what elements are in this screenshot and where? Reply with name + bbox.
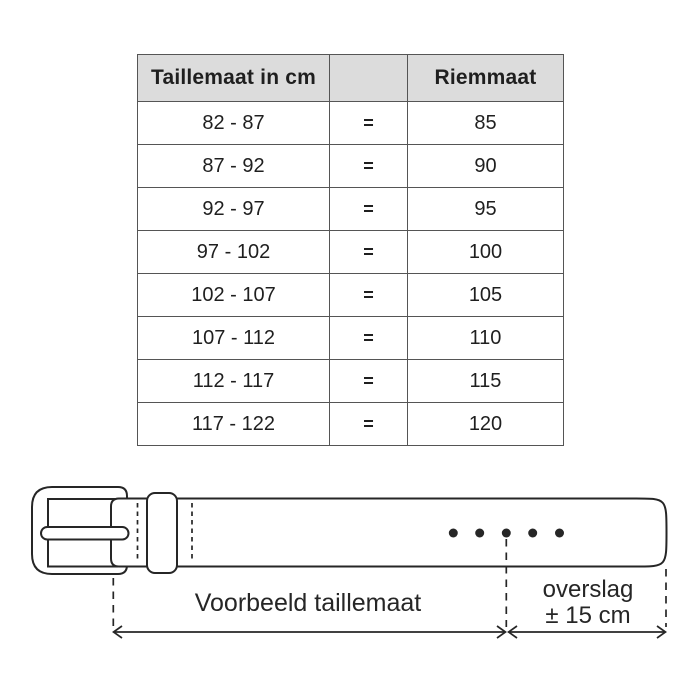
size-table-header-row — [138, 55, 564, 102]
table-row — [138, 360, 564, 403]
table-row — [138, 274, 564, 317]
overlap-label-line1: overslag — [542, 576, 634, 603]
belt-hole — [449, 529, 458, 538]
belt-size-cell: 120 — [408, 403, 564, 446]
belt-hole — [555, 529, 564, 538]
table-row — [138, 317, 564, 360]
table-row — [138, 188, 564, 231]
header-waist-size: Taillemaat in cm — [138, 55, 330, 102]
waist-range-cell: 82 - 87 — [138, 102, 330, 145]
equals-cell: = — [330, 274, 408, 317]
waist-range-cell: 112 - 117 — [138, 360, 330, 403]
waist-range-cell: 97 - 102 — [138, 231, 330, 274]
equals-cell: = — [330, 317, 408, 360]
belt-keeper-loop-icon — [147, 493, 177, 573]
header-equals — [330, 55, 408, 102]
waist-dimension-arrow — [114, 626, 506, 638]
waist-range-cell: 102 - 107 — [138, 274, 330, 317]
belt-hole — [528, 529, 537, 538]
equals-cell: = — [330, 102, 408, 145]
belt-hole — [475, 529, 484, 538]
belt-size-cell: 95 — [408, 188, 564, 231]
size-table-container — [137, 54, 564, 446]
belt-measurement-diagram — [0, 455, 700, 700]
table-row — [138, 231, 564, 274]
belt-size-cell: 100 — [408, 231, 564, 274]
belt-strap-icon — [111, 499, 667, 567]
table-row — [138, 145, 564, 188]
equals-cell: = — [330, 188, 408, 231]
waist-range-cell: 92 - 97 — [138, 188, 330, 231]
equals-cell: = — [330, 360, 408, 403]
belt-hole — [502, 529, 511, 538]
waist-range-cell: 117 - 122 — [138, 403, 330, 446]
equals-cell: = — [330, 231, 408, 274]
table-row — [138, 403, 564, 446]
waist-example-label: Voorbeeld taillemaat — [194, 589, 422, 617]
waist-range-cell: 107 - 112 — [138, 317, 330, 360]
overlap-label-line2: ± 15 cm — [545, 602, 631, 629]
belt-size-cell: 85 — [408, 102, 564, 145]
waist-range-cell: 87 - 92 — [138, 145, 330, 188]
header-belt-size: Riemmaat — [408, 55, 564, 102]
equals-cell: = — [330, 403, 408, 446]
belt-size-cell: 110 — [408, 317, 564, 360]
belt-size-cell: 105 — [408, 274, 564, 317]
belt-size-cell: 115 — [408, 360, 564, 403]
belt-buckle-prong-icon — [41, 527, 129, 540]
equals-cell: = — [330, 145, 408, 188]
table-row — [138, 102, 564, 145]
size-table — [137, 54, 564, 446]
belt-size-cell: 90 — [408, 145, 564, 188]
